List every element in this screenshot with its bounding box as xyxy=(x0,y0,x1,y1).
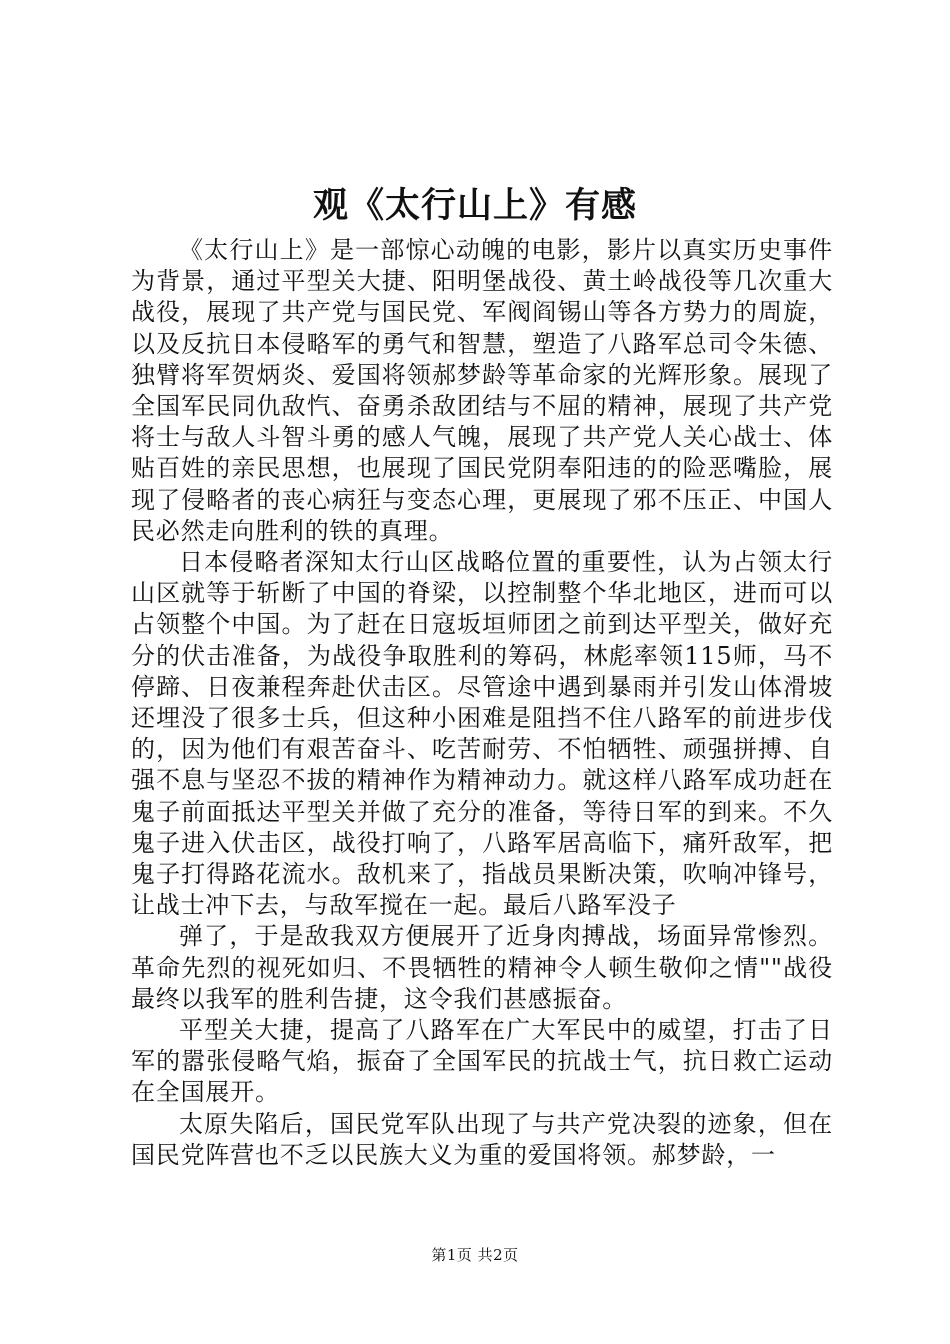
paragraph-2: 日本侵略者深知太行山区战略位置的重要性，认为占领太行山区就等于斩断了中国的脊梁，以控制整个华北地区，进而可以占领整个中国。为了赶在日寇坂垣师团之前到达平型关，做好充分的伏击准备，为战役争取胜利的筹码，林彪率领115师，马不停蹄、日夜兼程奔赴伏击区。尽管途中遇到暴雨并引发山体滑坡还埋没了很多士兵，但这种小困难是阻挡不住八路军的前进步伐的，因为他们有艰苦奋斗、吃苦耐劳、不怕牺牲、顽强拼搏、自强不息与坚忍不拔的精神作为精神动力。就这样八路军成功赶在鬼子前面抵达平型关并做了充分的准备，等待日军的到来。不久鬼子进入伏击区，战役打响了，八路军居高临下，痛歼敌军，把鬼子打得路花流水。敌机来了，指战员果断决策，吹响冲锋号，让战士冲下去，与敌军搅在一起。最后八路军没子 xyxy=(131,548,833,920)
paragraph-5: 太原失陷后，国民党军队出现了与共产党决裂的迹象，但在国民党阵营也不乏以民族大义为重的爱国将领。郝梦龄，一 xyxy=(131,1109,833,1169)
paragraph-1: 《太行山上》是一部惊心动魄的电影，影片以真实历史事件为背景，通过平型关大捷、阳明堡战役、黄土岭战役等几次重大战役，展现了共产党与国民党、军阀阎锡山等各方势力的周旋，以及反抗日本侵略军的勇气和智慧，塑造了八路军总司令朱德、独臂将军贺炳炎、爱国将领郝梦龄等革命家的光辉形象。展现了全国军民同仇敌忾、奋勇杀敌团结与不屈的精神，展现了共产党将士与敌人斗智斗勇的感人气魄，展现了共产党人关心战士、体贴百姓的亲民思想，也展现了国民党阴奉阳违的的险恶嘴脸，展现了侵略者的丧心病狂与变态心理，更展现了邪不压正、中国人民必然走向胜利的铁的真理。 xyxy=(131,236,833,545)
paragraph-3: 弹了，于是敌我双方便展开了近身肉搏战，场面异常惨烈。革命先烈的视死如归、不畏牺牲的精神令人顿生敬仰之情""战役最终以我军的胜利告捷，这令我们甚感振奋。 xyxy=(131,922,833,1013)
paragraph-4: 平型关大捷，提高了八路军在广大军民中的威望，打击了日军的嚣张侵略气焰，振奋了全国军民的抗战士气，抗日救亡运动在全国展开。 xyxy=(131,1016,833,1107)
page-number-footer: 第1页 共2页 xyxy=(431,1246,519,1264)
document-body xyxy=(131,235,833,1171)
document-title: 观《太行山上》有感 xyxy=(312,185,637,226)
